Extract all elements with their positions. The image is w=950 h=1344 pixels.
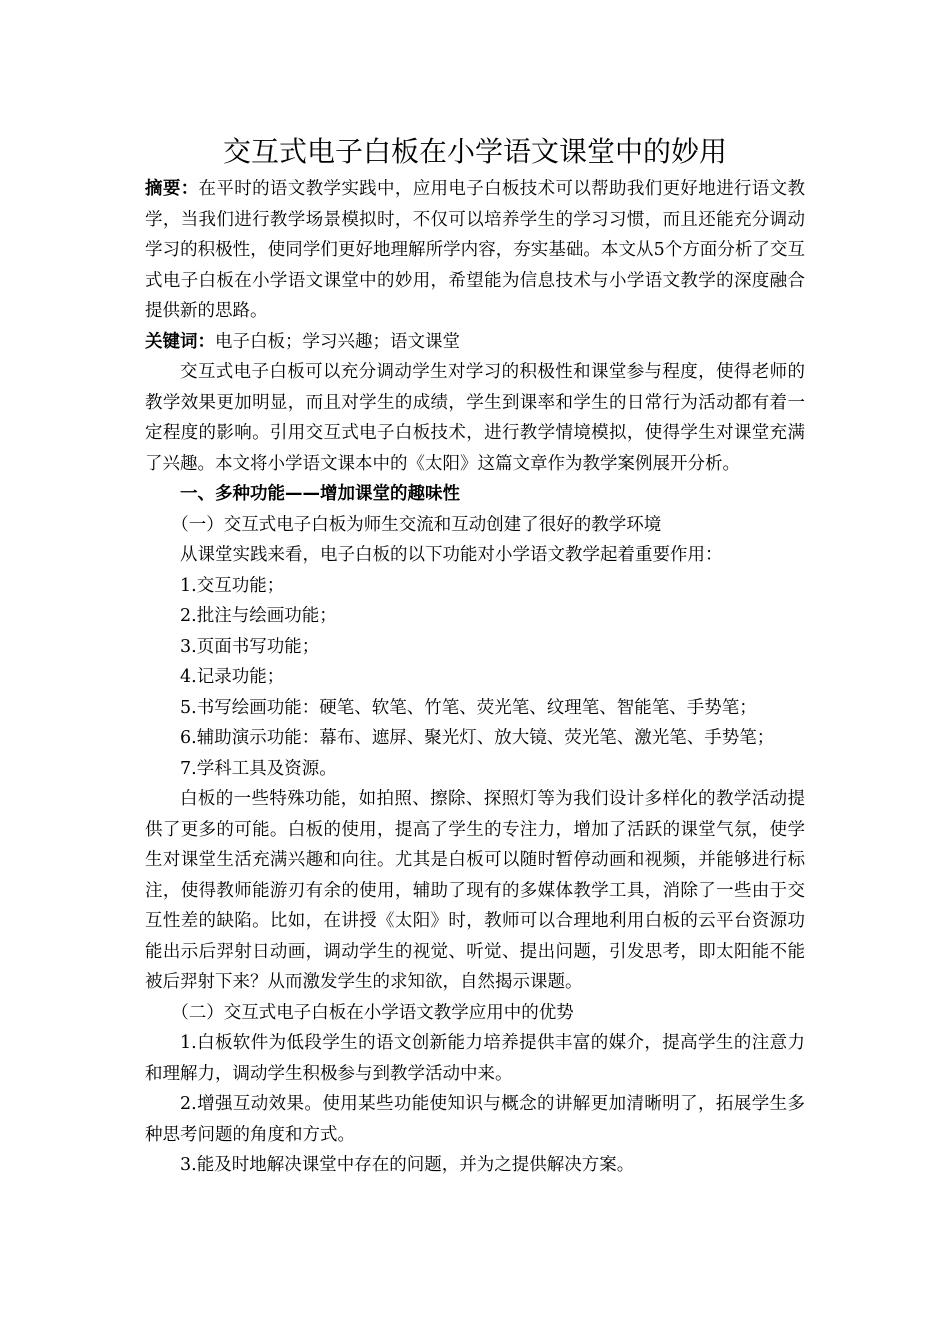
abstract-text: 在平时的语文教学实践中，应用电子白板技术可以帮助我们更好地进行语文教学，当我们进行教学场景模拟时，不仅可以培养学生的学习习惯，而且还能充分调动学习的积极性，使同学们更好地理解所学内容，夯实基础。本文从5个方面分析了交互式电子白板在小学语文课堂中的妙用，希望能为信息技术与小学语文教学的深度融合提供新的思路。 [145,179,806,321]
function-list-item: 1.交互功能； [180,575,285,596]
whiteboard-features-paragraph: 白板的一些特殊功能，如拍照、擦除、探照灯等为我们设计多样化的教学活动提供了更多的可能。白板的使用，提高了学生的专注力，增加了活跃的课堂气氛，使学生对课堂生活充满兴趣和向往。尤其是白板可以随时暂停动画和视频，并能够进行标注，使得教师能游刃有余的使用，辅助了现有的多媒体教学工具，消除了一些由于交互性差的缺陷。比如，在讲授《太阳》时，教师可以合理地利用白板的云平台资源功能出示后羿射日动画，调动学生的视觉、听觉、提出问题，引发思考，即太阳能不能被后羿射下来？从而激发学生的求知欲，自然揭示课题。 [145,789,805,992]
document-body [145,174,805,1181]
function-list-item: 4.记录功能； [180,667,285,687]
function-list-item: 2.批注与绘画功能； [180,606,337,626]
subsection-1-heading: （一）交互式电子白板为师生交流和互动创建了很好的教学环境 [171,514,662,535]
function-list-item: 7.学科工具及资源。 [180,758,337,779]
keywords-paragraph [145,327,805,358]
advantage-item: 3.能及时地解决课堂中存在的问题，并为之提供解决方案。 [180,1155,635,1175]
abstract-paragraph [145,174,805,327]
abstract-label: 摘要： [145,179,199,199]
document-title: 交互式电子白板在小学语文课堂中的妙用 [222,135,727,168]
advantage-item: 1.白板软件为低段学生的语文创新能力培养提供丰富的媒介，提高学生的注意力和理解力，调动学生积极参与到教学活动中来。 [145,1033,805,1084]
keywords-label: 关键词： [145,331,215,352]
section-1-heading: 一、多种功能——增加课堂的趣味性 [180,484,460,504]
intro-paragraph: 交互式电子白板可以充分调动学生对学习的积极性和课堂参与程度，使得老师的教学效果更加明显，而且对学生的成绩，学生到课率和学生的日常行为活动都有着一定程度的影响。引用交互式电子白板技术，进行教学情境模拟，使得学生对课堂充满了兴趣。本文将小学语文课本中的《太阳》这篇文章作为教学案例展开分析。 [145,362,805,474]
function-list-item: 6.辅助演示功能：幕布、遮屏、聚光灯、放大镜、荧光笔、激光笔、手势笔； [180,728,775,748]
function-list-item: 5.书写绘画功能：硬笔、软笔、竹笔、荧光笔、纹理笔、智能笔、手势笔； [180,697,757,718]
advantage-item: 2.增强互动效果。使用某些功能使知识与概念的讲解更加清晰明了，拓展学生多种思考问题的角度和方式。 [145,1094,805,1145]
keywords-text: 电子白板；学习兴趣；语文课堂 [215,331,460,352]
subsection-2-heading: （二）交互式电子白板在小学语文教学应用中的优势 [171,1002,574,1023]
function-list-item: 3.页面书写功能； [180,636,320,657]
function-list-lead: 从课堂实践来看，电子白板的以下功能对小学语文教学起着重要作用： [180,545,723,565]
